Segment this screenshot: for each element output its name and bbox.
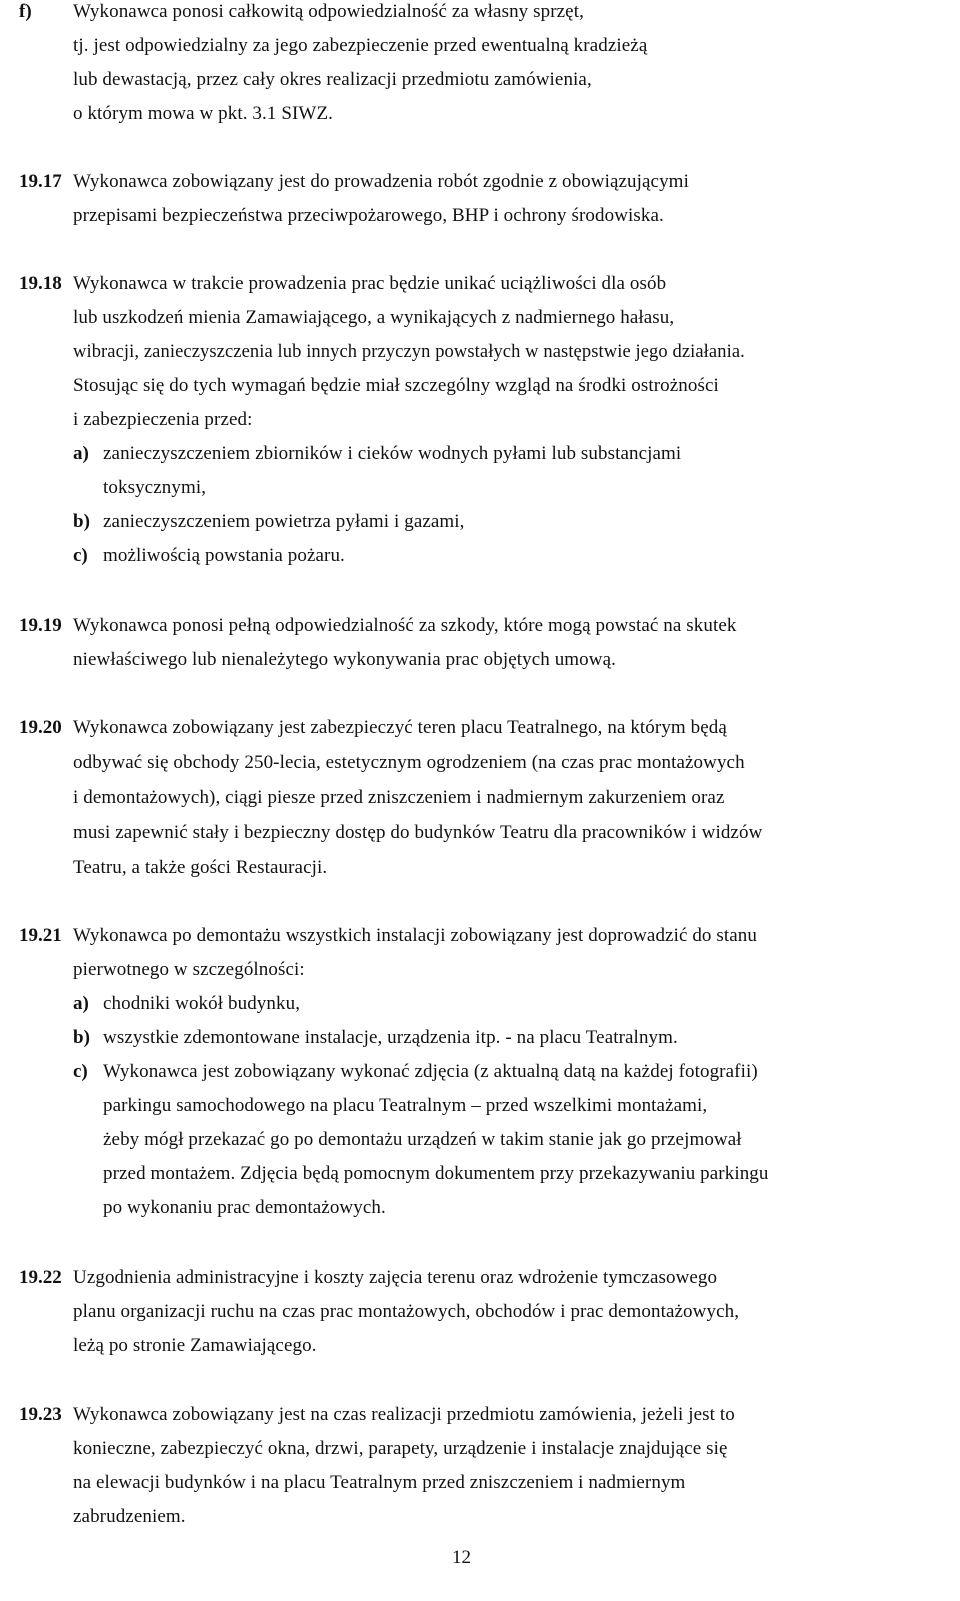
item-b-line: wszystkie zdemontowane instalacje, urządzenia itp. - na placu Teatralnym. [103, 1027, 678, 1048]
item-a-line: toksycznymi, [103, 477, 207, 498]
section-19-23-line: na elewacji budynków i na placu Teatralnym przed zniszczeniem i nadmiernym [73, 1472, 686, 1493]
item-c-line: po wykonaniu prac demontażowych. [103, 1197, 386, 1218]
item-f-line: Wykonawca ponosi całkowitą odpowiedzialność za własny sprzęt, [73, 1, 584, 22]
item-f-line: o którym mowa w pkt. 3.1 SIWZ. [73, 103, 334, 124]
section-19-19-line: Wykonawca ponosi pełną odpowiedzialność za szkody, które mogą powstać na skutek [73, 615, 737, 636]
item-c-line: możliwością powstania pożaru. [103, 545, 345, 566]
section-number-19-20: 19.20 [19, 717, 62, 738]
item-c-line: parkingu samochodowego na placu Teatralnym – przed wszelkimi montażami, [103, 1095, 708, 1116]
item-a-label: a) [73, 993, 89, 1014]
section-number-19-22: 19.22 [19, 1267, 62, 1288]
item-f-label: f) [19, 1, 32, 22]
section-19-23-line: Wykonawca zobowiązany jest na czas realizacji przedmiotu zamówienia, jeżeli jest to [73, 1404, 735, 1425]
section-19-22-line: Uzgodnienia administracyjne i koszty zajęcia terenu oraz wdrożenie tymczasowego [73, 1267, 718, 1288]
item-a-line: zanieczyszczeniem zbiorników i cieków wodnych pyłami lub substancjami [103, 443, 682, 464]
section-19-20-line: i demontażowych), ciągi piesze przed zniszczeniem i nadmiernym zakurzeniem oraz [73, 787, 725, 808]
page-number: 12 [452, 1547, 471, 1568]
item-f-line: lub dewastacją, przez cały okres realizacji przedmiotu zamówienia, [73, 69, 592, 90]
item-c-line: żeby mógł przekazać go po demontażu urządzeń w takim stanie jak go przejmował [103, 1129, 742, 1150]
item-c-label: c) [73, 1061, 88, 1082]
section-19-23-line: zabrudzeniem. [73, 1506, 186, 1527]
section-number-19-19: 19.19 [19, 615, 62, 636]
section-number-19-21: 19.21 [19, 925, 62, 946]
section-19-20-line: Teatru, a także gości Restauracji. [73, 857, 328, 878]
section-number-19-17: 19.17 [19, 171, 62, 192]
section-19-23-line: konieczne, zabezpieczyć okna, drzwi, parapety, urządzenie i instalacje znajdujące się [73, 1438, 728, 1459]
section-19-18-line: wibracji, zanieczyszczenia lub innych przyczyn powstałych w następstwie jego działania. [73, 342, 745, 362]
section-19-18-line: lub uszkodzeń mienia Zamawiającego, a wynikających z nadmiernego hałasu, [73, 307, 675, 328]
section-19-22-line: leżą po stronie Zamawiającego. [73, 1335, 317, 1356]
section-19-18-line: Wykonawca w trakcie prowadzenia prac będzie unikać uciążliwości dla osób [73, 273, 667, 294]
section-19-20-line: odbywać się obchody 250-lecia, estetycznym ogrodzeniem (na czas prac montażowych [73, 752, 745, 773]
section-19-18-line: i zabezpieczenia przed: [73, 409, 253, 430]
section-19-20-line: musi zapewnić stały i bezpieczny dostęp do budynków Teatru dla pracowników i widzów [73, 822, 763, 843]
section-19-22-line: planu organizacji ruchu na czas prac montażowych, obchodów i prac demontażowych, [73, 1301, 740, 1322]
section-19-17-line: przepisami bezpieczeństwa przeciwpożarowego, BHP i ochrony środowiska. [73, 205, 664, 226]
item-a-label: a) [73, 443, 89, 464]
item-c-label: c) [73, 545, 88, 566]
item-a-line: chodniki wokół budynku, [103, 993, 301, 1014]
section-19-20-line: Wykonawca zobowiązany jest zabezpieczyć teren placu Teatralnego, na którym będą [73, 717, 727, 738]
section-number-19-18: 19.18 [19, 273, 62, 294]
section-19-17-line: Wykonawca zobowiązany jest do prowadzenia robót zgodnie z obowiązującymi [73, 171, 689, 192]
section-19-21-line: pierwotnego w szczególności: [73, 959, 305, 980]
item-b-label: b) [73, 1027, 90, 1048]
item-f-line: tj. jest odpowiedzialny za jego zabezpieczenie przed ewentualną kradzieżą [73, 35, 648, 56]
section-19-18-line: Stosując się do tych wymagań będzie miał szczególny wzgląd na środki ostrożności [73, 375, 719, 396]
item-c-line: Wykonawca jest zobowiązany wykonać zdjęcia (z aktualną datą na każdej fotografii) [103, 1061, 758, 1082]
item-c-line: przed montażem. Zdjęcia będą pomocnym dokumentem przy przekazywaniu parkingu [103, 1163, 769, 1184]
section-number-19-23: 19.23 [19, 1404, 62, 1425]
item-b-line: zanieczyszczeniem powietrza pyłami i gazami, [103, 511, 465, 532]
section-19-19-line: niewłaściwego lub nienależytego wykonywania prac objętych umową. [73, 649, 616, 670]
section-19-21-line: Wykonawca po demontażu wszystkich instalacji zobowiązany jest doprowadzić do stanu [73, 925, 757, 946]
item-b-label: b) [73, 511, 90, 532]
